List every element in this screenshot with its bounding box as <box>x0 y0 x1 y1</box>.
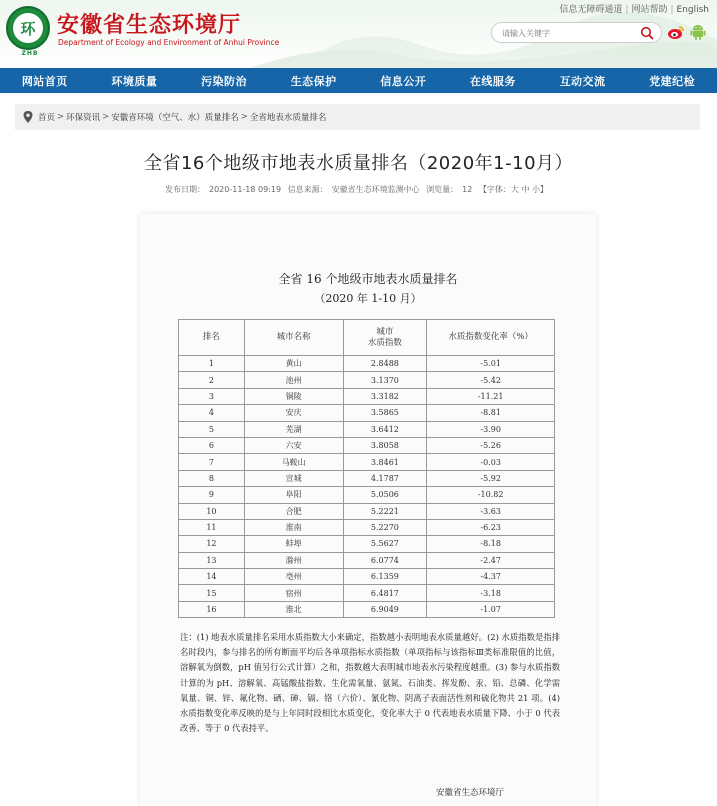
table-row <box>179 405 555 421</box>
table-row <box>179 519 555 535</box>
signature: 安徽省生态环境厅 <box>436 788 505 798</box>
breadcrumb-separator: > <box>240 112 248 122</box>
cell-city: 淮南 <box>244 519 343 535</box>
nav-item-env-quality[interactable]: 环境质量 <box>111 74 158 88</box>
cell-water-index: 3.3182 <box>343 388 427 404</box>
cell-city: 宿州 <box>244 585 343 601</box>
weibo-icon[interactable] <box>667 24 685 40</box>
article-meta <box>0 184 717 195</box>
table-row <box>179 585 555 601</box>
breadcrumb-separator: > <box>102 112 110 122</box>
help-link[interactable]: 网站帮助 <box>631 5 668 15</box>
source: 安徽省生态环境监测中心 <box>331 185 420 194</box>
cell-change-rate: -8.81 <box>427 405 555 421</box>
nav-item-home[interactable]: 网站首页 <box>21 74 68 88</box>
cell-change-rate: -10.82 <box>427 487 555 503</box>
android-icon[interactable] <box>690 23 706 40</box>
search-icon[interactable] <box>640 26 654 40</box>
header-change-rate: 水质指数变化率（%） <box>427 320 555 356</box>
cell-rank: 11 <box>179 519 245 535</box>
breadcrumb <box>15 104 700 130</box>
separator: | <box>625 5 629 15</box>
cell-city: 六安 <box>244 437 343 453</box>
cell-water-index: 3.8058 <box>343 437 427 453</box>
cell-water-index: 5.5627 <box>343 536 427 552</box>
views-label: 浏览量： <box>426 185 459 194</box>
table-row <box>179 569 555 585</box>
footnote: 注：(1) 地表水质量排名采用水质指数大小来确定，指数越小表明地表水质量越好。(2) 水质指数是指排名时段内，参与排名的所有断面平均后各单项指标水质指数（单项指标与该指标Ⅲ类标准限值的比值，溶解氧为倒数，pH 值另行公式计算）之和，指数越大表明城市地表水污染程度越重。(3) 参与水质指数计算的为 pH、溶解氧、高锰酸盐指数、生化需氧量、氨氮、石油类、挥发酚、汞、铅、总磷、化学需氧量、铜、锌、氟化物、硒、砷、镉、铬（六价）、氰化物、阴离子表面活性剂和硫化物共 21 项。(4) 水质指数变化率反映的是与上年同时段相比水质变化，变化率大于 0 代表地表水质量下降、小于 0 代表改善、等于 0 代表持平。 <box>180 632 560 734</box>
cell-water-index: 5.0506 <box>343 487 427 503</box>
cell-change-rate: -8.18 <box>427 536 555 552</box>
breadcrumb-separator: > <box>57 112 65 122</box>
cell-water-index: 4.1787 <box>343 470 427 486</box>
cell-city: 池州 <box>244 372 343 388</box>
cell-city: 铜陵 <box>244 388 343 404</box>
cell-rank: 1 <box>179 356 245 372</box>
cell-water-index: 3.5865 <box>343 405 427 421</box>
source-label: 信息来源： <box>287 185 328 194</box>
nav-item-pollution-control[interactable]: 污染防治 <box>201 74 248 88</box>
cell-water-index: 6.1359 <box>343 569 427 585</box>
cell-rank: 9 <box>179 487 245 503</box>
cell-rank: 2 <box>179 372 245 388</box>
breadcrumb-news[interactable]: 环保资讯 <box>66 113 101 123</box>
cell-change-rate: -2.47 <box>427 552 555 568</box>
cell-change-rate: -4.37 <box>427 569 555 585</box>
accessibility-link[interactable]: 信息无障碍通道 <box>559 5 623 15</box>
breadcrumb-ranking-category[interactable]: 安徽省环境（空气、水）质量排名 <box>111 113 239 123</box>
separator: | <box>670 5 674 15</box>
cell-rank: 8 <box>179 470 245 486</box>
cell-water-index: 3.6412 <box>343 421 427 437</box>
cell-city: 黄山 <box>244 356 343 372</box>
ranking-document-image <box>140 214 596 806</box>
table-row <box>179 356 555 372</box>
cell-city: 亳州 <box>244 569 343 585</box>
cell-water-index: 5.2270 <box>343 519 427 535</box>
cell-rank: 5 <box>179 421 245 437</box>
table-row <box>179 437 555 453</box>
cell-change-rate: -1.07 <box>427 601 555 617</box>
cell-rank: 12 <box>179 536 245 552</box>
cell-water-index: 3.1370 <box>343 372 427 388</box>
nav-item-eco-protection[interactable]: 生态保护 <box>290 74 337 88</box>
cell-water-index: 3.8461 <box>343 454 427 470</box>
table-row <box>179 470 555 486</box>
cell-rank: 14 <box>179 569 245 585</box>
cell-change-rate: -5.92 <box>427 470 555 486</box>
table-header-row <box>179 320 555 356</box>
cell-city: 宣城 <box>244 470 343 486</box>
font-size-switcher[interactable]: 【字体：大 中 小】 <box>478 185 548 194</box>
cell-rank: 6 <box>179 437 245 453</box>
nav-item-party-building[interactable]: 党建纪检 <box>649 74 696 88</box>
search-box <box>491 22 662 43</box>
cell-change-rate: -0.03 <box>427 454 555 470</box>
table-row <box>179 601 555 617</box>
article-title: 全省16个地级市地表水质量排名（2020年1-10月） <box>143 153 574 174</box>
header-city: 城市名称 <box>244 320 343 356</box>
cell-city: 马鞍山 <box>244 454 343 470</box>
breadcrumb-home[interactable]: 首页 <box>38 113 56 123</box>
table-row <box>179 552 555 568</box>
publish-date: 2020-11-18 09:19 <box>208 185 282 194</box>
view-count: 12 <box>462 185 473 194</box>
publish-date-label: 发布日期： <box>164 185 205 194</box>
cell-water-index: 6.0774 <box>343 552 427 568</box>
cell-change-rate: -3.18 <box>427 585 555 601</box>
nav-item-interaction[interactable]: 互动交流 <box>559 74 606 88</box>
nav-item-online-service[interactable]: 在线服务 <box>469 74 516 88</box>
table-row <box>179 388 555 404</box>
english-link[interactable]: English <box>676 5 709 15</box>
cell-rank: 3 <box>179 388 245 404</box>
ranking-table <box>178 319 555 618</box>
cell-city: 蚌埠 <box>244 536 343 552</box>
cell-city: 合肥 <box>244 503 343 519</box>
cell-city: 淮北 <box>244 601 343 617</box>
logo-abbreviation: ZHB <box>21 50 39 57</box>
cell-change-rate: -3.90 <box>427 421 555 437</box>
cell-city: 安庆 <box>244 405 343 421</box>
cell-water-index: 6.9049 <box>343 601 427 617</box>
site-title[interactable]: 安徽省生态环境厅 <box>57 12 242 38</box>
cell-water-index: 2.8488 <box>343 356 427 372</box>
cell-rank: 10 <box>179 503 245 519</box>
table-row <box>179 372 555 388</box>
breadcrumb-current[interactable]: 全省地表水质量排名 <box>249 113 327 123</box>
header-water-index: 城市 水质指数 <box>343 320 427 356</box>
cell-change-rate: -5.26 <box>427 437 555 453</box>
logo-emblem-icon[interactable] <box>6 6 50 50</box>
cell-change-rate: -5.42 <box>427 372 555 388</box>
table-row <box>179 536 555 552</box>
cell-rank: 13 <box>179 552 245 568</box>
site-subtitle: Department of Ecology and Environment of Anhui Province <box>58 38 280 47</box>
cell-water-index: 5.2221 <box>343 503 427 519</box>
table-row <box>179 487 555 503</box>
cell-change-rate: -11.21 <box>427 388 555 404</box>
cell-rank: 15 <box>179 585 245 601</box>
site-header <box>0 0 717 68</box>
cell-change-rate: -5.01 <box>427 356 555 372</box>
nav-item-info-disclosure[interactable]: 信息公开 <box>380 74 427 88</box>
table-row <box>179 421 555 437</box>
document-title: 全省 16 个地级市地表水质量排名 <box>278 272 458 286</box>
table-row <box>179 503 555 519</box>
logo-mark: 环 <box>13 13 43 43</box>
document-subtitle: （2020 年 1-10 月） <box>314 292 422 305</box>
ranking-table-body <box>179 356 555 618</box>
cell-city: 芜湖 <box>244 421 343 437</box>
cell-city: 滁州 <box>244 552 343 568</box>
search-input[interactable] <box>502 26 632 40</box>
cell-rank: 16 <box>179 601 245 617</box>
cell-change-rate: -3.63 <box>427 503 555 519</box>
top-links <box>559 2 709 15</box>
main-nav <box>0 68 717 93</box>
cell-change-rate: -6.23 <box>427 519 555 535</box>
cell-rank: 4 <box>179 405 245 421</box>
location-pin-icon <box>23 111 33 123</box>
cell-water-index: 6.4817 <box>343 585 427 601</box>
table-row <box>179 454 555 470</box>
cell-city: 阜阳 <box>244 487 343 503</box>
header-rank: 排名 <box>179 320 245 356</box>
cell-rank: 7 <box>179 454 245 470</box>
